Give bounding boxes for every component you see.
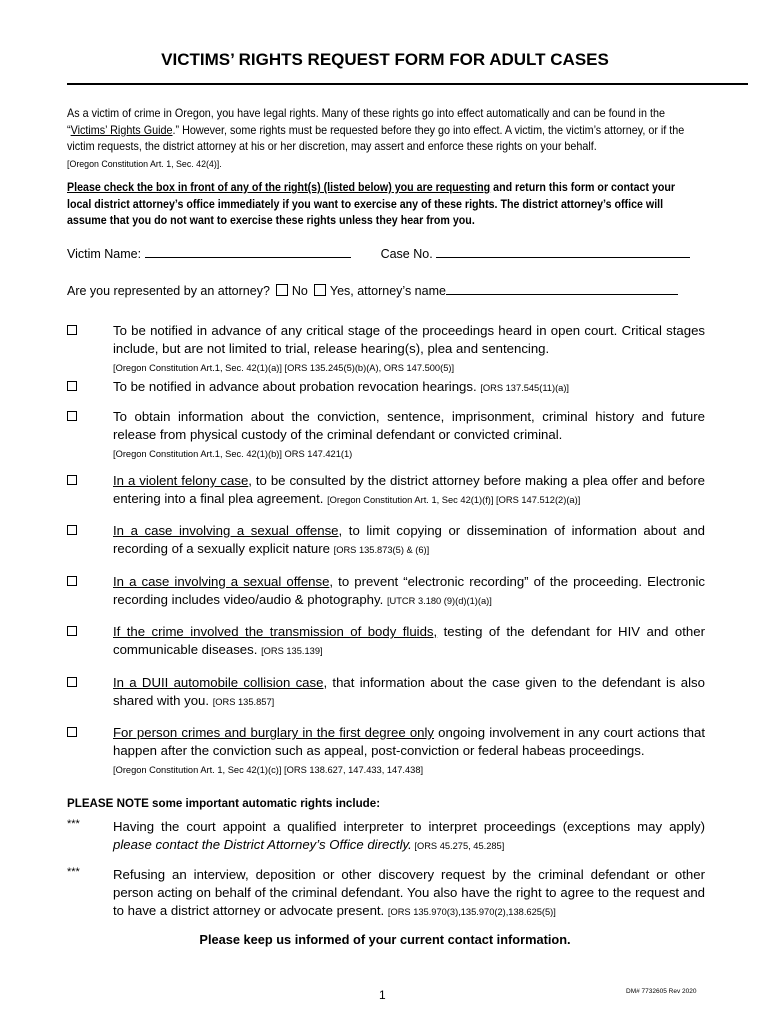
page-number: 1 bbox=[379, 988, 386, 1002]
right-text: In a case involving a sexual offense, to prevent “electronic recording” of the proceeding. Electronic recording includes video/audio & photography. [UTCR 3.180 (9)(d)(1)(a)] bbox=[113, 574, 706, 607]
right-checkbox[interactable] bbox=[67, 325, 77, 335]
right-checkbox[interactable] bbox=[67, 411, 77, 421]
instructions-underlined: Please check the box in front of any of the right(s) (listed below) you are requesting bbox=[67, 181, 491, 194]
right-text: In a case involving a sexual offense, to limit copying or dissemination of information about and recording of a sexually explicit nature [ORS 135.873(5) & (6)] bbox=[113, 523, 705, 556]
victims-rights-guide-link[interactable]: Victims’ Rights Guide bbox=[70, 123, 173, 137]
right-text: In a violent felony case, to be consulted by the district attorney before making a plea offer and before entering into a final plea agreement. [Oregon Constitution Art. 1, Sec 42(1)(f)] [ORS 147.512(2)(a)] bbox=[113, 473, 705, 506]
intro-paragraph bbox=[67, 106, 707, 173]
automatic-right-text: Having the court appoint a qualified interpreter to interpret proceedings (exceptions may apply) please contact the District Attorney’s Office directly. [ORS 45.275, 45.285] bbox=[113, 819, 705, 852]
right-text: To obtain information about the conviction, sentence, imprisonment, criminal history and future release from physical custody of the criminal defendant or convicted criminal. [Oregon Constitution Art.1, Sec. 42(1)(b)] ORS 147.421(1) bbox=[113, 409, 705, 459]
attorney-name-field[interactable] bbox=[446, 282, 678, 295]
right-checkbox[interactable] bbox=[67, 626, 77, 636]
automatic-right-text: Refusing an interview, deposition or other discovery request by the criminal defendant or other person acting on behalf of the criminal defendant. You also have the right to agree to the request and to have a district attorney or advocate present. [ORS 135.970(3),135.970(2),138.625(5)] bbox=[113, 867, 705, 918]
right-checkbox[interactable] bbox=[67, 677, 77, 687]
attorney-row bbox=[67, 282, 678, 298]
closing-statement: Please keep us informed of your current contact information. bbox=[199, 932, 571, 947]
right-checkbox[interactable] bbox=[67, 576, 77, 586]
attorney-yes-label: Yes, attorney’s name bbox=[329, 284, 446, 298]
victim-case-row bbox=[67, 245, 690, 261]
instructions-rest: and return this form or contact your local district attorney’s office immediately if you want to exercise any of these rights. The district attorney’s office will assume that you do not want to exercise these rights unless they hear from you. bbox=[67, 181, 676, 227]
right-checkbox[interactable] bbox=[67, 475, 77, 485]
title-rule bbox=[67, 83, 748, 85]
instructions bbox=[67, 180, 702, 230]
intro-text-1: As a victim of crime in Oregon, you have legal rights. Many of these rights go into effect automatically and can be found in the “ bbox=[67, 107, 665, 137]
note-heading: PLEASE NOTE some important automatic rights include: bbox=[67, 797, 381, 810]
asterisk-marker: *** bbox=[67, 866, 80, 878]
attorney-no-checkbox[interactable] bbox=[276, 284, 288, 296]
right-text: In a DUII automobile collision case, that information about the case given to the defendant is also shared with you. [ORS 135.857] bbox=[113, 675, 705, 708]
intro-citation: [Oregon Constitution Art. 1, Sec. 42(4)]. bbox=[67, 158, 222, 170]
attorney-no-label: No bbox=[291, 284, 308, 298]
right-text: To be notified in advance of any critical stage of the proceedings heard in open court. Critical stages include, but are not limited to trial, release hearing(s), plea and sentencing. [Oregon Constitution Art.1, Sec. 42(1)(a)] [ORS 135.245(5)(b)(A), ORS 147.500(5)] bbox=[113, 323, 705, 373]
intro-text-2: .” However, some rights must be requested before they go into effect. A victim, the victim’s attorney, or if the victim requests, the district attorney at his or her discretion, may assert and enforce these rights on your behalf. bbox=[67, 123, 685, 153]
form-title: VICTIMS’ RIGHTS REQUEST FORM FOR ADULT CASES bbox=[161, 50, 609, 69]
right-checkbox[interactable] bbox=[67, 381, 77, 391]
right-checkbox[interactable] bbox=[67, 727, 77, 737]
right-text: If the crime involved the transmission of body fluids, testing of the defendant for HIV and other communicable diseases. [ORS 135.139] bbox=[113, 624, 705, 657]
right-checkbox[interactable] bbox=[67, 525, 77, 535]
case-no-label: Case No. bbox=[380, 247, 437, 261]
attorney-yes-checkbox[interactable] bbox=[314, 284, 326, 296]
victim-name-label: Victim Name: bbox=[67, 247, 145, 261]
right-text: For person crimes and burglary in the first degree only ongoing involvement in any court actions that happen after the conviction such as appeal, post-conviction or federal habeas proceedings. [Oregon Constitution Art. 1, Sec 42(1)(c)] [ORS 138.627, 147.433, 147.438] bbox=[113, 725, 706, 775]
right-text: To be notified in advance about probation revocation hearings. [ORS 137.545(11)(a)] bbox=[113, 379, 570, 394]
case-no-field[interactable] bbox=[436, 245, 690, 258]
victim-name-field[interactable] bbox=[145, 245, 351, 258]
asterisk-marker: *** bbox=[67, 818, 80, 830]
attorney-question: Are you represented by an attorney? bbox=[67, 284, 270, 298]
document-id: DM# 7732605 Rev 2020 bbox=[626, 988, 697, 995]
